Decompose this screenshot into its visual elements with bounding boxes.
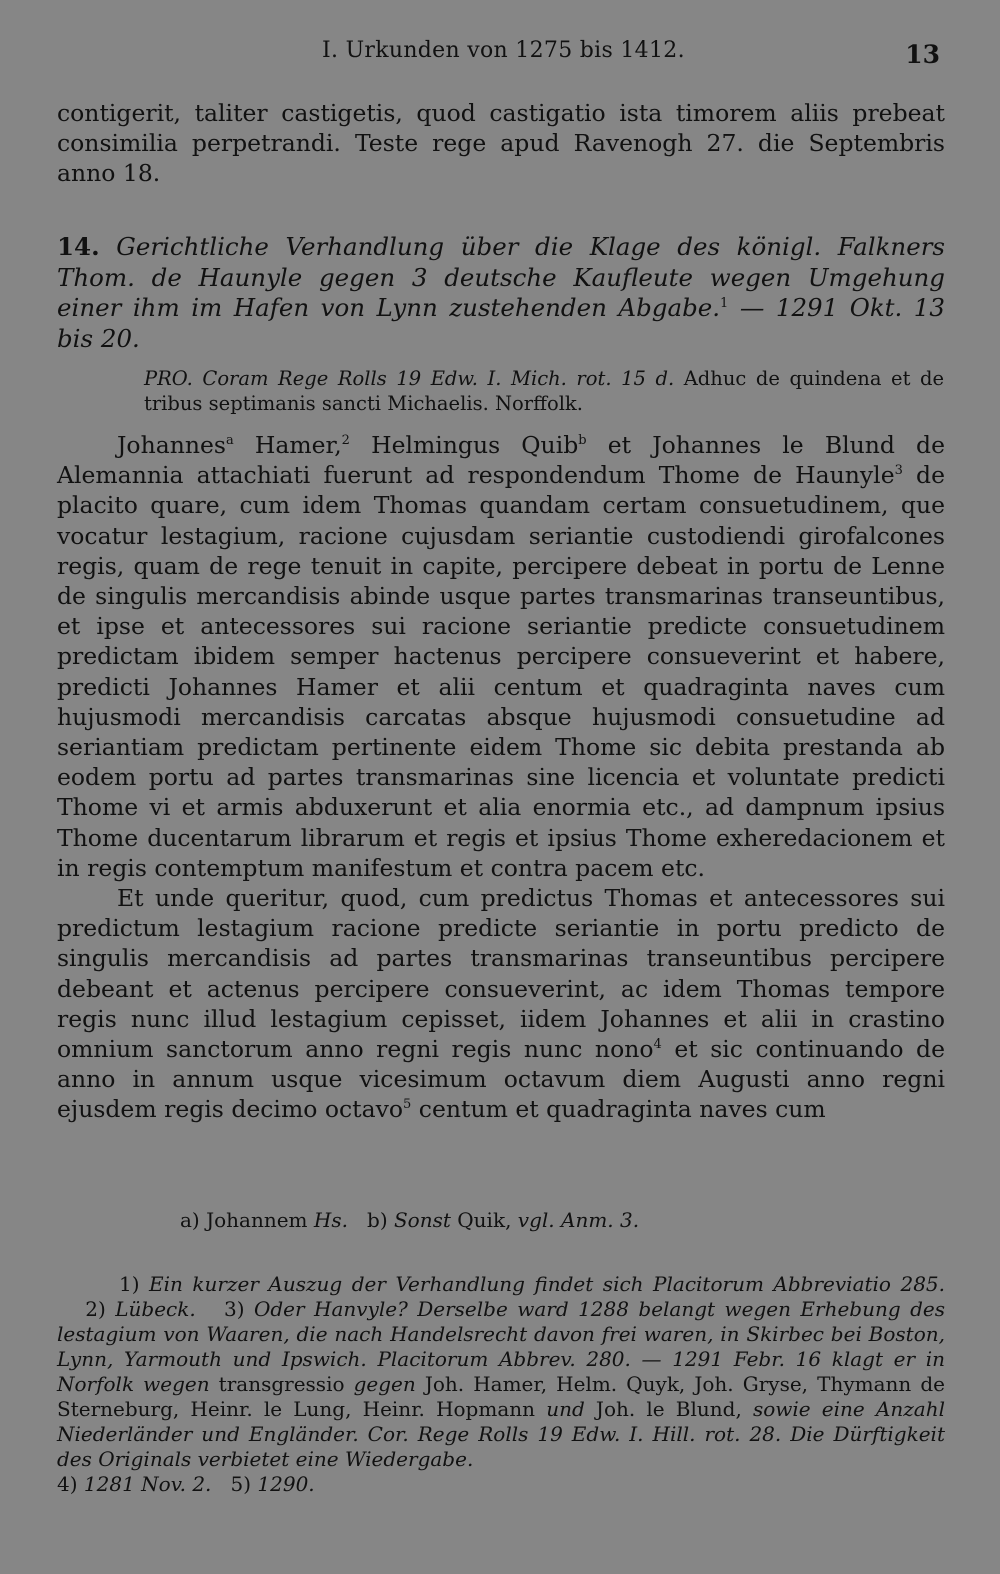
source-note [144, 366, 944, 416]
footnotes-block-end [57, 1472, 945, 1497]
footnote-marker: 5 [403, 1097, 412, 1113]
text-run: Johannes [117, 431, 226, 459]
textual-notes [180, 1208, 639, 1232]
paragraph-1 [57, 430, 945, 883]
source-description: Adhuc de quindena et de tribus septimanis sancti Michaelis. Norffolk. [144, 367, 944, 415]
page-header [0, 38, 1000, 68]
note-b-italic: Sonst [393, 1208, 451, 1232]
text-run: Hamer, [233, 431, 342, 459]
footnote-text: Ein kurzer Auszug der Verhandlung findet sich Placitorum Abbreviatio 285. [149, 1272, 945, 1296]
text-run: centum et quadraginta naves cum [411, 1095, 826, 1124]
running-head: I. Urkunden von 1275 bis 1412. [322, 38, 685, 63]
footnote-marker: 4 [653, 1037, 662, 1053]
footnote-number: 2) [57, 1297, 116, 1321]
footnote-number: 3) [195, 1297, 254, 1321]
note-a-italic: Hs. [313, 1208, 348, 1232]
text-run: Et unde queritur, quod, cum predictus Thomas et antecessores sui predictum lestagium racione predicte seriantie in portu predicto de singulis mercandisis ad partes transmarinas transeuntibus percipere debeant et actenus percipere consueverint, ac idem Thomas tempore regis nunc illud lestagium cepisset, iidem Johannes et alii in crastino omnium sanctorum anno regni regis nunc nono [57, 884, 945, 1064]
footnote-marker: a [225, 433, 234, 448]
text-run: Helmingus Quib [349, 431, 579, 459]
continuation-text [57, 98, 945, 189]
note-a-text: a) Johannem [180, 1208, 314, 1232]
document-heading [57, 232, 945, 354]
footnote-text: Joh. le Blund, [584, 1397, 753, 1421]
document-title: Gerichtliche Verhandlung über die Klage des königl. Falkners Thom. de Haunyle gegen 3 deutsche Kaufleute wegen Umgehung einer ihm im Hafen von Lynn zustehenden Abgabe. [57, 232, 945, 322]
footnote-text: 1290. [257, 1472, 315, 1496]
footnote-number: 4) [57, 1472, 84, 1496]
footnote-marker: 1 [720, 296, 729, 311]
footnote-text: sowie eine Anzahl Niederländer und Engländer. Cor. Rege Rolls 19 Edw. I. Hill. rot. 28. Die Dürftigkeit des Originals verbietet eine Wiedergabe. [57, 1397, 945, 1471]
note-b-text: Quik, [450, 1208, 518, 1232]
paragraph-2 [57, 883, 945, 1125]
text-run: et Johannes le Blund de Alemannia attachiati fuerunt ad respondendum Thome de Haunyle [57, 431, 945, 490]
main-text [57, 430, 945, 1125]
document-date: — 1291 Okt. 13 bis 20. [57, 293, 945, 353]
note-b-reference: vgl. Anm. 3. [517, 1208, 640, 1232]
footnote-marker: b [578, 433, 587, 448]
footnote-marker: 3 [894, 463, 903, 479]
footnote-number: 5) [211, 1472, 258, 1496]
footnote-text: transgressio [209, 1372, 354, 1396]
footnotes-block [57, 1272, 945, 1472]
footnote-text: Oder Hanvyle? Derselbe ward 1288 belangt wegen Erhebung des lestagium von Waaren, die nach Handelsrecht davon frei waren, in Skirbec bei Boston, Lynn, Yarmouth und Ipswich. Placitorum Abbrev. 280. — 1291 Febr. 16 klagt er in Norfolk wegen [57, 1297, 945, 1396]
footnote-marker: 2 [341, 433, 350, 448]
page-number: 13 [905, 40, 940, 69]
footnote-text: Lübeck. [115, 1297, 196, 1321]
note-b-label: b) [347, 1208, 394, 1232]
footnote-text: Joh. Hamer, Helm. Quyk, Joh. Gryse, Thymann de Sterneburg, Heinr. le Lung, Heinr. Hopmann [57, 1372, 945, 1421]
footnotes [57, 1272, 945, 1497]
source-reference: PRO. Coram Rege Rolls 19 Edw. I. Mich. rot. 15 d. [144, 367, 675, 390]
footnote-number: 1) [119, 1272, 150, 1296]
footnote-text: gegen [353, 1372, 416, 1396]
text-run: et sic continuando de anno in annum usque vicesimum octavum diem Augusti anno regni ejusdem regis decimo octavo [57, 1035, 946, 1124]
footnote-text: und [546, 1397, 585, 1421]
text-run: de placito quare, cum idem Thomas quandam certam consuetudinem, que vocatur lestagium, racione cujusdam seriantie custodiendi girofalcones regis, quam de rege tenuit in capite, percipere debeat in portu de Lenne de singulis mercandisis abinde usque partes transmarinas transeuntibus, et ipse et antecessores sui racione seriantie predicte consuetudinem predictam ibidem semper hactenus percipere consueverint et habere, predicti Johannes Hamer et alii centum et quadraginta naves cum hujusmodi mercandisis carcatas absque hujusmodi consuetudine ad seriantiam predictam pertinente eidem Thome sic debita prestanda ab eodem portu ad partes transmarinas sine licencia et voluntate predicti Thome vi et armis abduxerunt et alia enormia etc., ad dampnum ipsius Thome ducentarum librarum et regis et ipsius Thome exheredacionem et in regis contemptum manifestum et contra pacem etc. [57, 461, 946, 882]
document-number: 14. [57, 232, 100, 261]
footnote-text: 1281 Nov. 2. [83, 1472, 212, 1496]
continuation-paragraph: contigerit, taliter castigetis, quod castigatio ista timorem aliis prebeat consimilia perpetrandi. Teste rege apud Ravenogh 27. die Septembris anno 18. [57, 99, 945, 188]
